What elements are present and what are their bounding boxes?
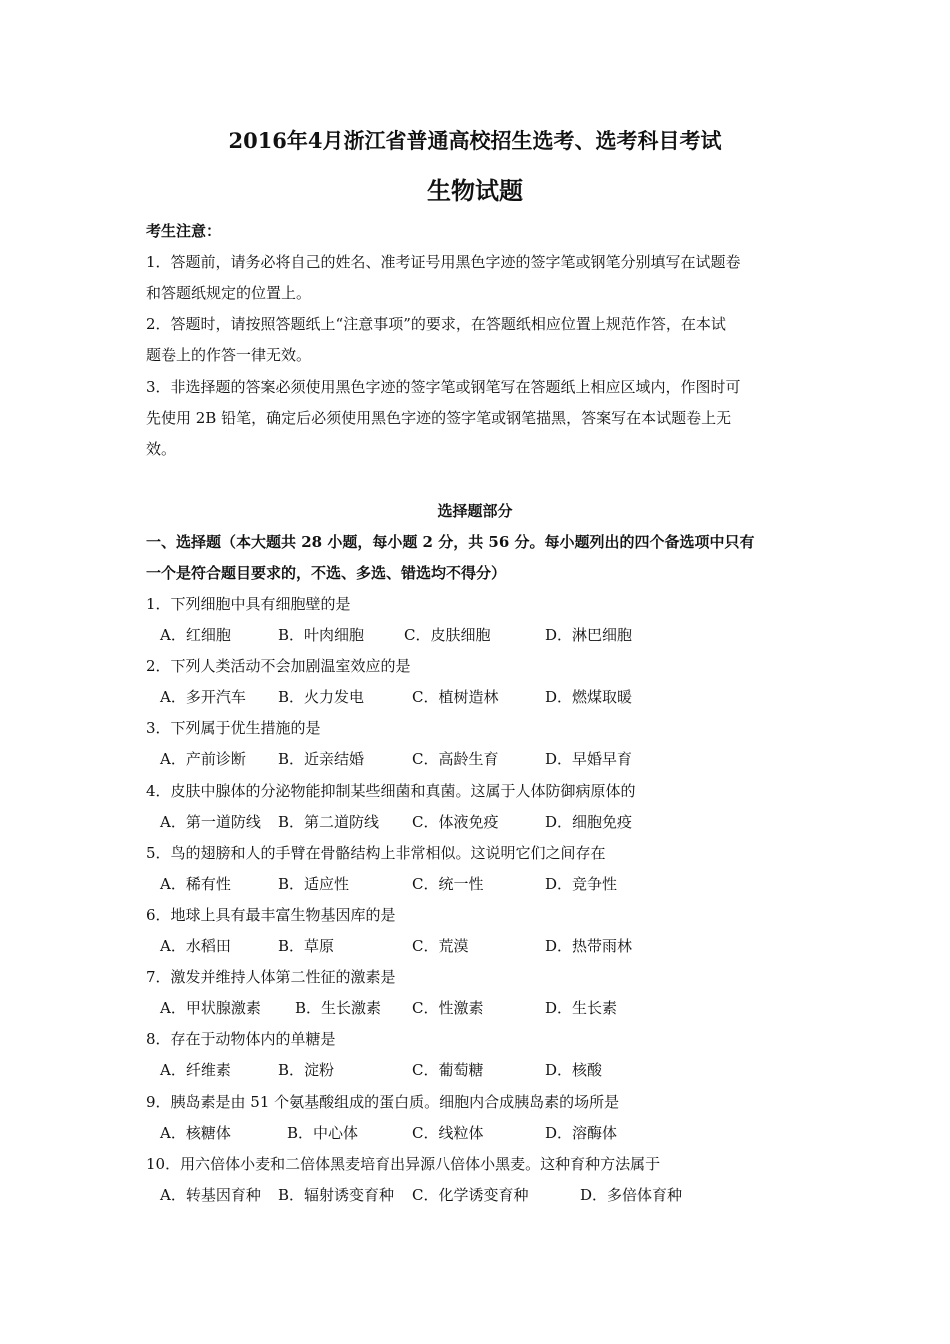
notice-line: 效。 xyxy=(146,440,177,458)
question-option: B．叶肉细胞 xyxy=(278,626,365,644)
notice-line: 3．非选择题的答案必须使用黑色字迹的签字笔或钢笔写在答题纸上相应区域内，作图时可 xyxy=(146,378,741,396)
question-option: D．核酸 xyxy=(545,1061,603,1080)
section-header-line: 一、选择题（本大题共 28 小题，每小题 2 分，共 56 分。每小题列出的四个备选项中只有 xyxy=(146,533,755,551)
notice-line: 题卷上的作答一律无效。 xyxy=(146,346,312,364)
question-option: D．早婚早育 xyxy=(545,750,633,769)
question-text: 3．下列属于优生措施的是 xyxy=(146,719,321,738)
question-option: B．草原 xyxy=(278,937,335,955)
question-text: 5．鸟的翅膀和人的手臂在骨骼结构上非常相似。这说明它们之间存在 xyxy=(146,843,606,862)
question-text: 2．下列人类活动不会加剧温室效应的是 xyxy=(146,657,411,676)
question-text: 9．胰岛素是由 51 个氨基酸组成的蛋白质。细胞内合成胰岛素的场所是 xyxy=(146,1092,620,1111)
question-option: B．适应性 xyxy=(278,874,350,893)
section-header-line: 一个是符合题目要求的，不选、多选、错选均不得分） xyxy=(146,564,507,582)
question-option: D．生长素 xyxy=(545,999,618,1018)
question-option: A．转基因育种 xyxy=(160,1185,261,1204)
question-option: D．热带雨林 xyxy=(545,937,633,955)
question-option: A．纤维素 xyxy=(160,1061,231,1080)
question-option: A．第一道防线 xyxy=(160,812,261,831)
question-text: 1．下列细胞中具有细胞壁的是 xyxy=(146,595,351,613)
question-option: D．竞争性 xyxy=(545,874,618,893)
question-option: B．辐射诱变育种 xyxy=(278,1185,395,1204)
question-option: D．细胞免疫 xyxy=(545,812,633,831)
question-option: A．红细胞 xyxy=(160,626,231,644)
question-option: D．淋巴细胞 xyxy=(545,626,633,644)
question-option: B．近亲结婚 xyxy=(278,750,365,769)
question-text: 10．用六倍体小麦和二倍体黑麦培育出异源八倍体小黑麦。这种育种方法属于 xyxy=(146,1154,661,1173)
question-option: A．核糖体 xyxy=(160,1123,231,1142)
notice-line: 和答题纸规定的位置上。 xyxy=(146,284,312,302)
notice-line: 2．答题时，请按照答题纸上“注意事项”的要求，在答题纸相应位置上规范作答，在本试 xyxy=(146,315,726,333)
question-option: B．第二道防线 xyxy=(278,812,380,831)
exam-subtitle: 生物试题 xyxy=(427,176,523,205)
question-option: C．皮肤细胞 xyxy=(404,626,491,644)
question-option: D．多倍体育种 xyxy=(580,1185,683,1204)
question-option: C．统一性 xyxy=(412,874,484,893)
question-option: A．甲状腺激素 xyxy=(160,999,261,1018)
question-option: A．产前诊断 xyxy=(160,750,246,769)
question-option: D．溶酶体 xyxy=(545,1123,618,1142)
question-option: C．荒漠 xyxy=(412,937,469,955)
question-option: C．高龄生育 xyxy=(412,750,499,769)
question-text: 4．皮肤中腺体的分泌物能抑制某些细菌和真菌。这属于人体防御病原体的 xyxy=(146,781,636,800)
question-option: A．水稻田 xyxy=(160,937,231,955)
question-text: 6．地球上具有最丰富生物基因库的是 xyxy=(146,906,396,924)
question-option: C．性激素 xyxy=(412,999,484,1018)
notice-line: 先使用 2B 铅笔，确定后必须使用黑色字迹的签字笔或钢笔描黑，答案写在本试题卷上无 xyxy=(146,409,732,427)
question-option: B．中心体 xyxy=(287,1123,359,1142)
section-title: 选择题部分 xyxy=(437,502,513,520)
question-option: C．化学诱变育种 xyxy=(412,1185,529,1204)
question-option: C．植树造林 xyxy=(412,688,499,707)
notice-line: 1．答题前，请务必将自己的姓名、准考证号用黑色字迹的签字笔或钢笔分别填写在试题卷 xyxy=(146,253,741,271)
question-option: B．火力发电 xyxy=(278,688,365,707)
question-option: C．体液免疫 xyxy=(412,812,499,831)
question-option: B．淀粉 xyxy=(278,1061,335,1080)
question-option: D．燃煤取暖 xyxy=(545,688,633,707)
question-option: A．稀有性 xyxy=(160,874,231,893)
question-option: A．多开汽车 xyxy=(160,688,246,707)
question-text: 7．激发并维持人体第二性征的激素是 xyxy=(146,968,396,987)
notice-heading: 考生注意： xyxy=(146,222,222,240)
question-option: C．葡萄糖 xyxy=(412,1061,484,1080)
exam-title: 2016年4月浙江省普通高校招生选考、选考科目考试 xyxy=(228,128,722,153)
question-option: C．线粒体 xyxy=(412,1123,484,1142)
question-option: B．生长激素 xyxy=(295,999,382,1018)
question-text: 8．存在于动物体内的单糖是 xyxy=(146,1030,336,1049)
